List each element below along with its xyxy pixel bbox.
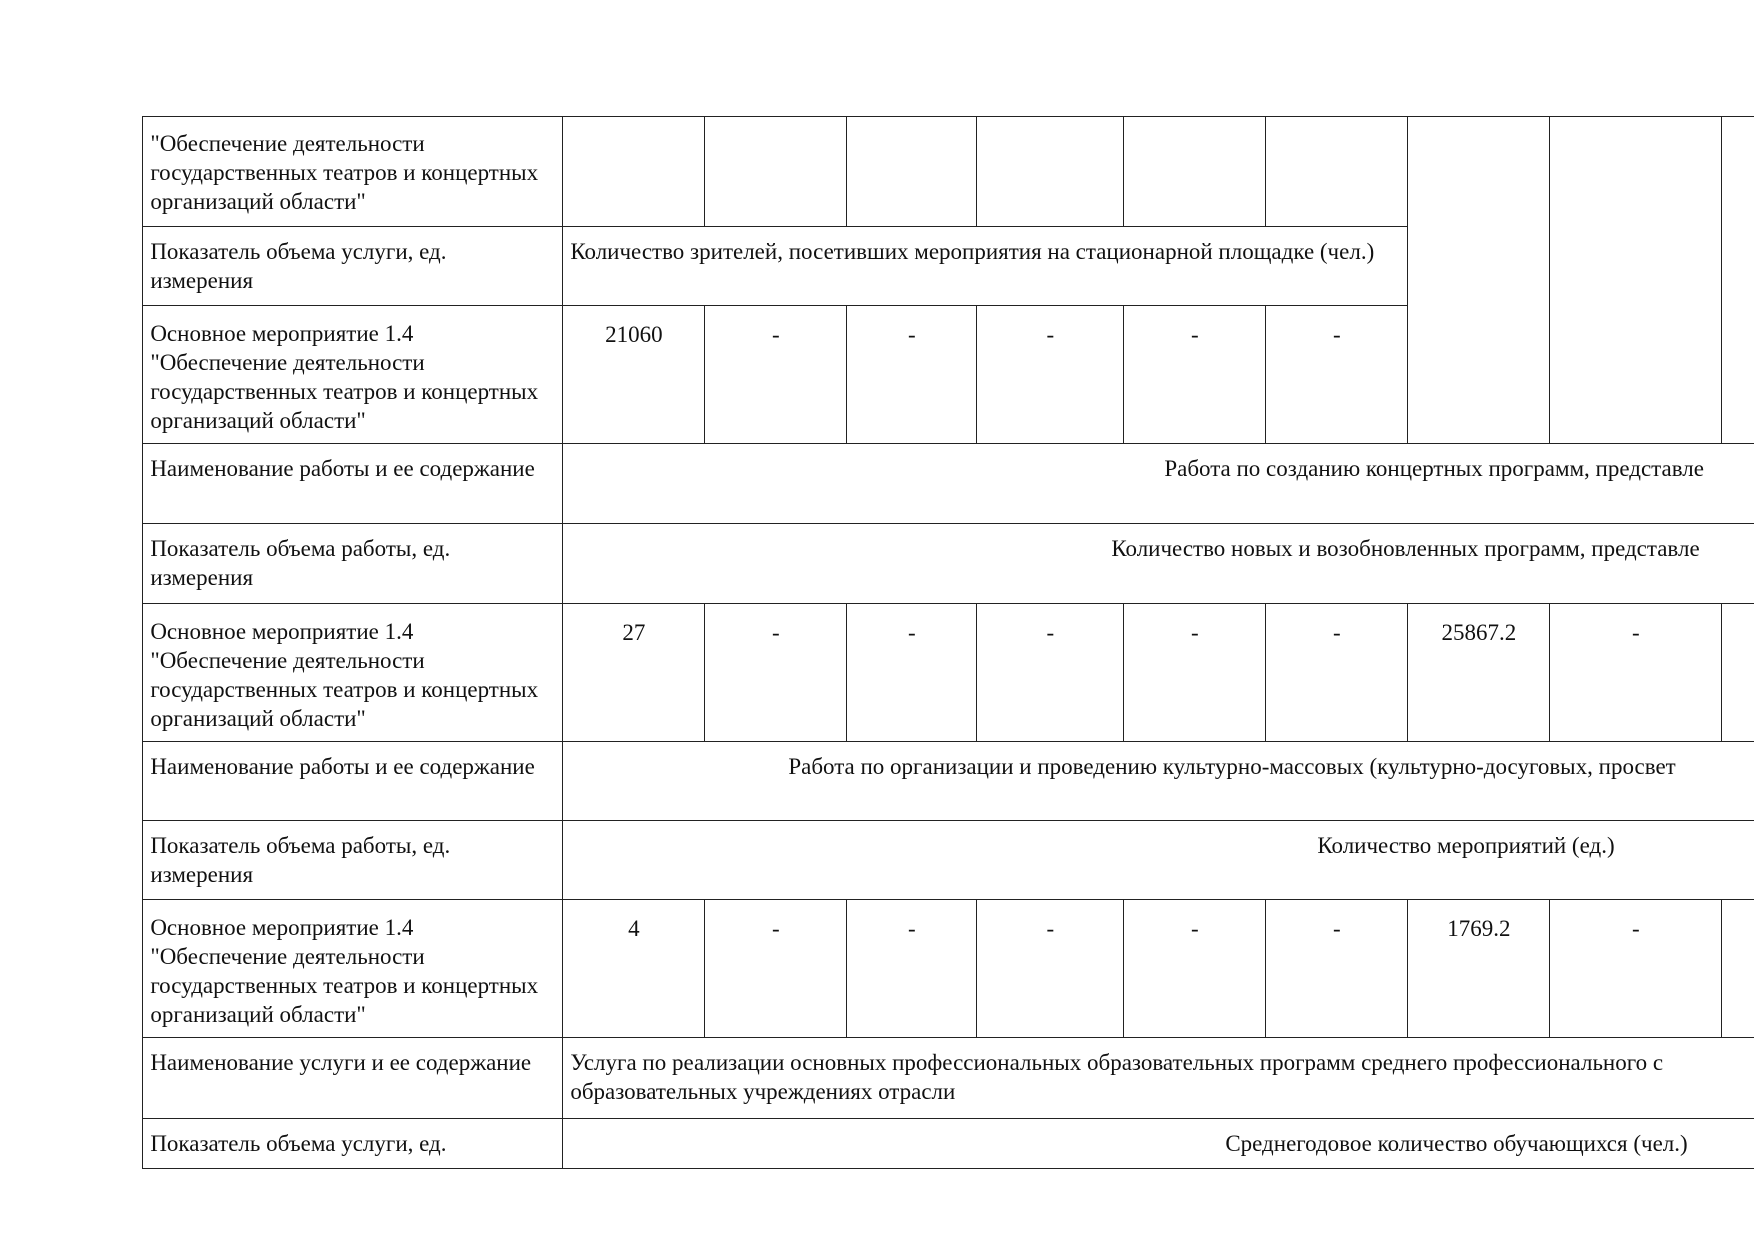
cell-value: - <box>1631 620 1640 646</box>
cell-value: - <box>1046 916 1055 942</box>
table-cell <box>704 116 847 227</box>
table-cell <box>1123 305 1266 444</box>
table-cell <box>846 116 977 227</box>
cell-value: - <box>1631 916 1640 942</box>
table-row-7-label-cell <box>142 741 563 821</box>
row-label: Наименование работы и ее содержание <box>150 456 535 482</box>
table-cell <box>1407 603 1550 742</box>
cell-value: - <box>1190 620 1199 646</box>
cell-value: - <box>907 916 916 942</box>
table-cell <box>1265 899 1408 1038</box>
table-cell <box>1123 899 1266 1038</box>
table-cell <box>562 603 705 742</box>
table-cell <box>1123 603 1266 742</box>
row-label: "Обеспечение деятельности государственных театров и концертных организаций области" <box>150 131 539 215</box>
cell-value: - <box>771 322 780 348</box>
table-cell <box>846 899 977 1038</box>
table-row-6-label-cell <box>142 603 563 742</box>
cell-value: - <box>907 620 916 646</box>
cell-value: 4 <box>628 916 640 942</box>
table-span-cell <box>562 443 1754 524</box>
table-cell <box>704 899 847 1038</box>
table-span-cell <box>562 523 1754 604</box>
table-cell <box>1721 899 1754 1038</box>
cell-value: - <box>907 322 916 348</box>
service-name-line-1: Услуга по реализации основных профессиональных образовательных программ среднего профессионального с <box>570 1050 1664 1076</box>
table-row-4-label-cell <box>142 443 563 524</box>
table-span-cell <box>562 741 1754 821</box>
table-cell <box>1407 899 1550 1038</box>
table-cell <box>976 116 1124 227</box>
table-cell <box>1123 116 1266 227</box>
row-label: Показатель объема работы, ед. измерения <box>150 536 451 591</box>
work-name-text: Работа по созданию концертных программ, представле <box>1164 456 1704 482</box>
cell-value: - <box>1190 916 1199 942</box>
table-cell <box>1265 116 1408 227</box>
table-cell-merged <box>1407 116 1550 444</box>
row-label: Основное мероприятие 1.4 "Обеспечение деятельности государственных театров и концертных организаций области" <box>150 915 539 1028</box>
table-cell <box>976 899 1124 1038</box>
table-cell <box>704 603 847 742</box>
table-span-cell <box>562 1118 1754 1169</box>
table-row-10-label-cell <box>142 1037 563 1119</box>
cell-value: 27 <box>622 620 646 646</box>
indicator-text: Среднегодовое количество обучающихся (чел.) <box>1225 1131 1688 1157</box>
cell-value: - <box>1332 322 1341 348</box>
table-cell <box>562 899 705 1038</box>
table-row-5-label-cell <box>142 523 563 604</box>
cell-value: - <box>1332 620 1341 646</box>
table-cell <box>562 305 705 444</box>
cell-value: - <box>1332 916 1341 942</box>
work-name-text: Работа по организации и проведению культурно-массовых (культурно-досуговых, просвет <box>788 754 1676 780</box>
table-span-cell <box>562 1037 1754 1119</box>
table-row-9-label-cell <box>142 899 563 1038</box>
cell-value: - <box>1046 322 1055 348</box>
cell-value: - <box>1190 322 1199 348</box>
table-cell <box>1721 603 1754 742</box>
table-cell <box>562 116 705 227</box>
cell-value: 1769.2 <box>1447 916 1511 942</box>
row-label: Основное мероприятие 1.4 "Обеспечение деятельности государственных театров и концертных организаций области" <box>150 619 539 732</box>
cell-value: - <box>771 916 780 942</box>
cell-value: 25867.2 <box>1441 620 1517 646</box>
row-label: Показатель объема работы, ед. измерения <box>150 833 451 888</box>
table-cell <box>704 305 847 444</box>
row-label: Основное мероприятие 1.4 "Обеспечение деятельности государственных театров и концертных организаций области" <box>150 321 539 434</box>
table-cell <box>976 305 1124 444</box>
cell-value: - <box>1046 620 1055 646</box>
row-label: Наименование работы и ее содержание <box>150 754 535 780</box>
table-row-8-label-cell <box>142 820 563 900</box>
indicator-text: Количество новых и возобновленных программ, представле <box>1111 536 1700 562</box>
table-row-1-label-cell <box>142 116 563 227</box>
row-label: Наименование услуги и ее содержание <box>150 1050 532 1076</box>
table-cell <box>1265 603 1408 742</box>
table-cell <box>846 603 977 742</box>
table-cell-merged <box>1549 116 1722 444</box>
table-span-cell <box>562 820 1754 900</box>
table-cell <box>976 603 1124 742</box>
indicator-text: Количество мероприятий (ед.) <box>1317 833 1615 859</box>
table-cell <box>1549 899 1722 1038</box>
service-name-line-2: образовательных учреждениях отрасли <box>570 1079 956 1105</box>
cell-value: - <box>771 620 780 646</box>
table-cell <box>1549 603 1722 742</box>
table-row-11-label-cell <box>142 1118 563 1169</box>
table-cell-merged <box>1721 116 1754 444</box>
row-label: Показатель объема услуги, ед. измерения <box>150 239 447 294</box>
table-row-3-label-cell <box>142 305 563 444</box>
row-label: Показатель объема услуги, ед. <box>150 1131 447 1157</box>
table-cell <box>1265 305 1408 444</box>
table-span-cell <box>562 226 1408 306</box>
table-row-2-label-cell <box>142 226 563 306</box>
cell-value: 21060 <box>605 322 663 348</box>
table-cell <box>846 305 977 444</box>
indicator-text: Количество зрителей, посетивших мероприятия на стационарной площадке (чел.) <box>570 239 1375 265</box>
